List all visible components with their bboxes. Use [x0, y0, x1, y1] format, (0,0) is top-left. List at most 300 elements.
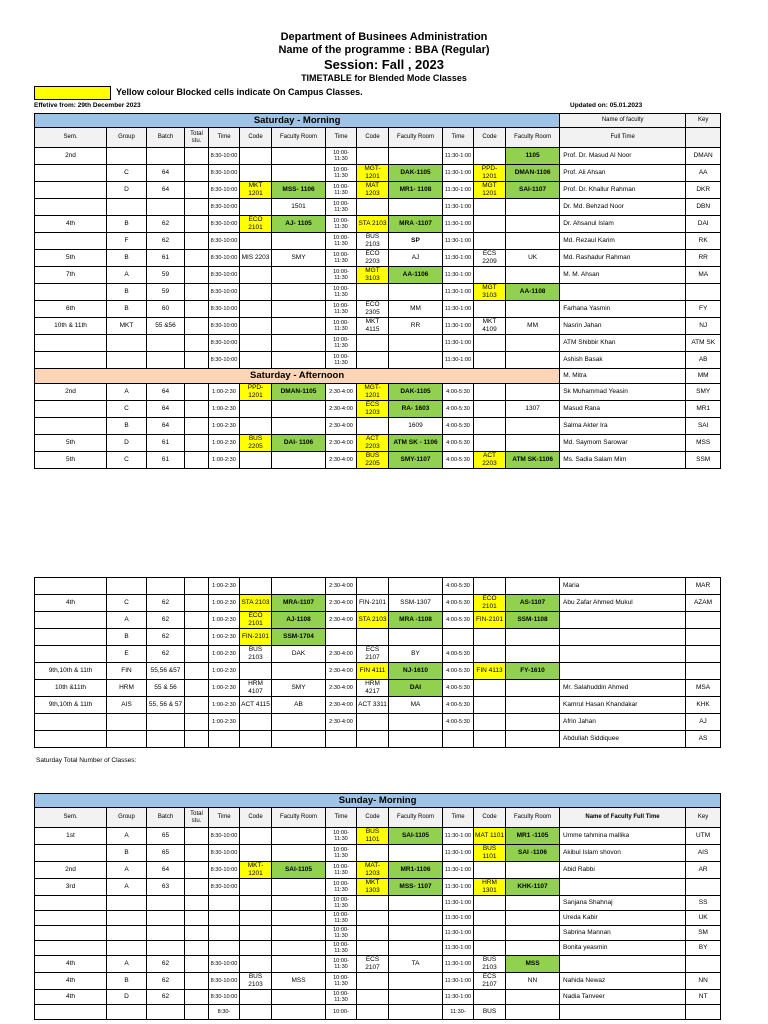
time: 1:00-2:30 — [209, 578, 240, 595]
sem — [35, 335, 107, 352]
batch: 55 &56 — [147, 318, 185, 335]
group: B — [107, 250, 147, 267]
faculty-room — [506, 301, 560, 318]
time — [209, 896, 240, 911]
time: 10:00-11:30 — [326, 941, 357, 956]
course-code: ECS 2107 — [474, 973, 506, 990]
updated-date: Updated on: 05.01.2023 — [570, 102, 643, 109]
faculty-room: MR1-1106 — [389, 862, 443, 879]
time: 11:30-1:00 — [443, 233, 474, 250]
time: 10:00-11:30 — [326, 318, 357, 335]
course-code — [474, 697, 506, 714]
course-code: ECO 2305 — [357, 301, 389, 318]
batch — [147, 578, 185, 595]
faculty-room — [389, 926, 443, 941]
total-stu — [185, 165, 209, 182]
faculty-room: ATM SK-1106 — [506, 452, 560, 469]
course-code — [240, 335, 272, 352]
time: 2:30-4:00 — [326, 578, 357, 595]
faculty-room — [389, 578, 443, 595]
course-code — [474, 216, 506, 233]
time — [326, 731, 357, 748]
time: 4:00-5:30 — [443, 401, 474, 418]
sem: 4th — [35, 595, 107, 612]
sem: 4th — [35, 956, 107, 973]
course-code: FIN-2101 — [474, 612, 506, 629]
time: 10:00-11:30 — [326, 956, 357, 973]
course-code — [474, 731, 506, 748]
batch — [147, 941, 185, 956]
time: 10:00-11:30 — [326, 990, 357, 1005]
faculty-room: SMY-1107 — [389, 452, 443, 469]
group: E — [107, 646, 147, 663]
total-stu — [185, 250, 209, 267]
faculty-room — [389, 896, 443, 911]
faculty-name: Md. Saymom Sarowar — [560, 435, 686, 452]
group: B — [107, 284, 147, 301]
faculty-room — [506, 578, 560, 595]
col-code: Code — [357, 808, 389, 828]
total-stu — [185, 911, 209, 926]
time — [209, 941, 240, 956]
time: 8:30-10:00 — [209, 165, 240, 182]
faculty-key — [686, 629, 721, 646]
course-code: PPD-1201 — [474, 165, 506, 182]
group — [107, 148, 147, 165]
table-row — [35, 896, 721, 911]
faculty-room — [506, 911, 560, 926]
time: 10:00- — [326, 1005, 357, 1020]
course-code — [357, 941, 389, 956]
total-stu — [185, 148, 209, 165]
faculty-room — [272, 911, 326, 926]
faculty-room: AJ — [389, 250, 443, 267]
time: 11:30-1:00 — [443, 335, 474, 352]
faculty-name: M. M. Ahsan — [560, 267, 686, 284]
faculty-room — [506, 629, 560, 646]
sem — [35, 911, 107, 926]
faculty-room: DAI — [389, 680, 443, 697]
faculty-room — [272, 1005, 326, 1020]
total-stu — [185, 352, 209, 369]
time: 4:00-5:30 — [443, 418, 474, 435]
table-row — [35, 731, 721, 748]
batch: 59 — [147, 284, 185, 301]
faculty-name: Maria — [560, 578, 686, 595]
course-code — [357, 845, 389, 862]
sem — [35, 233, 107, 250]
faculty-room — [272, 956, 326, 973]
course-code: BUS 1101 — [474, 845, 506, 862]
course-code — [474, 418, 506, 435]
faculty-room — [272, 663, 326, 680]
course-code — [240, 845, 272, 862]
time: 11:30-1:00 — [443, 941, 474, 956]
table-row — [35, 941, 721, 956]
time: 2:30-4:00 — [326, 697, 357, 714]
faculty-room — [389, 629, 443, 646]
faculty-room: SMY — [272, 680, 326, 697]
total-stu — [185, 828, 209, 845]
time: 1:00-2:30 — [209, 714, 240, 731]
sem — [35, 199, 107, 216]
course-code: MKT 1201 — [240, 182, 272, 199]
faculty-key: AR — [686, 862, 721, 879]
group: A — [107, 956, 147, 973]
sem: 4th — [35, 990, 107, 1005]
group: B — [107, 629, 147, 646]
faculty-room — [506, 646, 560, 663]
sem: 9th,10th & 11th — [35, 697, 107, 714]
col-faculty-room: Faculty Room — [506, 128, 560, 148]
batch: 59 — [147, 267, 185, 284]
course-code: ECO 2101 — [474, 595, 506, 612]
col-faculty-room: Faculty Room — [272, 128, 326, 148]
course-code — [240, 578, 272, 595]
yellow-legend-note: Yellow colour Blocked cells indicate On Campus Classes. — [116, 87, 363, 97]
time — [443, 629, 474, 646]
course-code: ECS 1203 — [357, 401, 389, 418]
group — [107, 352, 147, 369]
faculty-room: DAK-1105 — [389, 165, 443, 182]
course-code: MGT 3103 — [357, 267, 389, 284]
total-stu — [185, 629, 209, 646]
table-row — [35, 828, 721, 845]
section-saturday-morning: Saturday - Morning — [35, 114, 560, 128]
course-code: ECS 2107 — [357, 956, 389, 973]
faculty-room — [506, 990, 560, 1005]
course-code — [474, 401, 506, 418]
group: B — [107, 216, 147, 233]
faculty-room — [506, 714, 560, 731]
time: 11:30-1:00 — [443, 828, 474, 845]
faculty-key: AB — [686, 352, 721, 369]
time: 4:00-5:30 — [443, 646, 474, 663]
course-code — [357, 352, 389, 369]
time: 1:00-2:30 — [209, 595, 240, 612]
total-stu — [185, 578, 209, 595]
course-code: ECS 2107 — [357, 646, 389, 663]
course-code: ACT 4115 — [240, 697, 272, 714]
time: 2:30-4:00 — [326, 646, 357, 663]
group: A — [107, 828, 147, 845]
batch: 61 — [147, 250, 185, 267]
group — [107, 578, 147, 595]
faculty-name: Md. Rashadur Rahman — [560, 250, 686, 267]
course-code — [474, 941, 506, 956]
time: 8:30-10:00 — [209, 148, 240, 165]
group — [107, 896, 147, 911]
total-stu — [185, 1005, 209, 1020]
course-code — [357, 973, 389, 990]
course-code: HRM 1301 — [474, 879, 506, 896]
course-code — [240, 352, 272, 369]
course-code: MGT-1201 — [357, 165, 389, 182]
course-code — [240, 731, 272, 748]
course-code: BUS 2205 — [240, 435, 272, 452]
course-code: FIN-2101 — [240, 629, 272, 646]
group — [107, 911, 147, 926]
saturday-afternoon-continued-table — [34, 577, 721, 748]
sem: 10th &11th — [35, 680, 107, 697]
time: 2:30-4:00 — [326, 663, 357, 680]
faculty-key — [686, 956, 721, 973]
time: 10:00-11:30 — [326, 911, 357, 926]
faculty-room: MR1- 1108 — [389, 182, 443, 199]
faculty-key — [686, 646, 721, 663]
course-code — [240, 879, 272, 896]
faculty-name: Sk Muhammad Yeasin — [560, 384, 686, 401]
faculty-room: ATM SK - 1106 — [389, 435, 443, 452]
col-full-time: Full Time — [560, 128, 686, 148]
faculty-room — [272, 990, 326, 1005]
group: D — [107, 990, 147, 1005]
faculty-key: NJ — [686, 318, 721, 335]
course-code — [240, 663, 272, 680]
faculty-room — [272, 828, 326, 845]
faculty-name: Mr. Salahuddin Ahmed — [560, 680, 686, 697]
time: 8:30-10:00 — [209, 182, 240, 199]
course-code: FIN 4111 — [357, 663, 389, 680]
course-code — [474, 926, 506, 941]
faculty-room — [389, 199, 443, 216]
total-stu — [185, 680, 209, 697]
table-row — [35, 956, 721, 973]
table-row — [35, 612, 721, 629]
faculty-key: SS — [686, 896, 721, 911]
faculty-key: MR1 — [686, 401, 721, 418]
faculty-room — [389, 911, 443, 926]
col-key-blank — [686, 128, 721, 148]
col-sem: Sem. — [35, 128, 107, 148]
col-total-stu: Total stu. — [185, 128, 209, 148]
faculty-name — [560, 284, 686, 301]
section-sunday-morning: Sunday- Morning — [35, 794, 721, 808]
faculty-key: NN — [686, 973, 721, 990]
course-code — [474, 384, 506, 401]
course-code — [240, 990, 272, 1005]
total-stu — [185, 845, 209, 862]
sem: 3rd — [35, 879, 107, 896]
total-stu — [185, 926, 209, 941]
course-code — [357, 896, 389, 911]
col-name-of-faculty: Name of faculty — [560, 114, 686, 128]
sem — [35, 714, 107, 731]
time: 10:00-11:30 — [326, 352, 357, 369]
group: FIN — [107, 663, 147, 680]
time: 8:30-10:00 — [209, 990, 240, 1005]
time: 1:00-2:30 — [209, 680, 240, 697]
course-code — [357, 714, 389, 731]
faculty-key: DBN — [686, 199, 721, 216]
course-code: MAT 1203 — [357, 182, 389, 199]
time: 2:30-4:00 — [326, 401, 357, 418]
course-code: STA 2103 — [240, 595, 272, 612]
total-stu — [185, 731, 209, 748]
course-code: ECO 2101 — [240, 216, 272, 233]
faculty-room: AA-1108 — [506, 284, 560, 301]
course-code — [240, 956, 272, 973]
time: 2:30-4:00 — [326, 714, 357, 731]
table-row — [35, 301, 721, 318]
faculty-name: Dr. Md. Behzad Noor — [560, 199, 686, 216]
total-stu — [185, 697, 209, 714]
faculty-name: ATM Shibbir Khan — [560, 335, 686, 352]
col-code: Code — [474, 808, 506, 828]
batch: 64 — [147, 384, 185, 401]
col-key: Key — [686, 808, 721, 828]
time: 11:30-1:00 — [443, 301, 474, 318]
faculty-room — [389, 284, 443, 301]
table-row — [35, 578, 721, 595]
total-stu — [185, 956, 209, 973]
time: 11:30-1:00 — [443, 352, 474, 369]
faculty-room: MSS — [506, 956, 560, 973]
faculty-room — [389, 731, 443, 748]
sem: 1st — [35, 828, 107, 845]
batch: 64 — [147, 182, 185, 199]
sem — [35, 926, 107, 941]
batch: 62 — [147, 629, 185, 646]
faculty-room — [506, 384, 560, 401]
total-stu — [185, 862, 209, 879]
time: 8:30-10:00 — [209, 216, 240, 233]
faculty-room — [272, 879, 326, 896]
faculty-room — [506, 1005, 560, 1020]
course-code: HRM 4107 — [240, 680, 272, 697]
batch: 63 — [147, 879, 185, 896]
faculty-room: AB — [272, 697, 326, 714]
batch — [147, 148, 185, 165]
faculty-room — [272, 148, 326, 165]
group — [107, 335, 147, 352]
sem — [35, 182, 107, 199]
batch: 64 — [147, 862, 185, 879]
faculty-key: SMY — [686, 384, 721, 401]
faculty-name: Abdullah Siddiquee — [560, 731, 686, 748]
faculty-room: DAK — [272, 646, 326, 663]
course-code — [474, 233, 506, 250]
total-stu — [185, 318, 209, 335]
time: 4:00-5:30 — [443, 452, 474, 469]
course-code — [240, 452, 272, 469]
table-row — [35, 384, 721, 401]
faculty-room: SMY — [272, 250, 326, 267]
group: B — [107, 845, 147, 862]
course-code — [240, 318, 272, 335]
course-code: ECO 2203 — [357, 250, 389, 267]
faculty-room — [272, 418, 326, 435]
time: 8:30-10:00 — [209, 973, 240, 990]
faculty-room — [506, 680, 560, 697]
batch: 64 — [147, 418, 185, 435]
col-time: Time — [443, 808, 474, 828]
batch: 62 — [147, 595, 185, 612]
faculty-name: Afrin Jahan — [560, 714, 686, 731]
faculty-room — [506, 418, 560, 435]
group: F — [107, 233, 147, 250]
faculty-key: KHK — [686, 697, 721, 714]
course-code — [474, 629, 506, 646]
batch — [147, 199, 185, 216]
course-code — [474, 301, 506, 318]
faculty-room: FY-1610 — [506, 663, 560, 680]
batch — [147, 731, 185, 748]
time: 4:00-5:30 — [443, 697, 474, 714]
faculty-room: MRA -1108 — [389, 612, 443, 629]
course-code — [240, 714, 272, 731]
faculty-name — [560, 629, 686, 646]
effective-date: Effetive from: 29th December 2023 — [34, 102, 141, 109]
faculty-room: SSM-1108 — [506, 612, 560, 629]
total-stu — [185, 435, 209, 452]
faculty-key: AZAM — [686, 595, 721, 612]
faculty-room: RA- 1603 — [389, 401, 443, 418]
course-code — [240, 233, 272, 250]
table-row — [35, 990, 721, 1005]
batch: 62 — [147, 990, 185, 1005]
faculty-key: RK — [686, 233, 721, 250]
total-stu — [185, 216, 209, 233]
col-total-stu: Total stu. — [185, 808, 209, 828]
course-code — [240, 284, 272, 301]
col-faculty-room: Faculty Room — [389, 128, 443, 148]
sem — [35, 629, 107, 646]
faculty-room: 1307 — [506, 401, 560, 418]
faculty-room — [272, 301, 326, 318]
table-row — [35, 182, 721, 199]
course-code — [240, 941, 272, 956]
sem: 2nd — [35, 862, 107, 879]
faculty-name: Nadia Tanveer — [560, 990, 686, 1005]
total-stu — [185, 233, 209, 250]
time: 8:30-10:00 — [209, 352, 240, 369]
faculty-room: DMAN-1106 — [506, 165, 560, 182]
faculty-room — [506, 435, 560, 452]
faculty-room: MSS- 1106 — [272, 182, 326, 199]
department-title: Department of Businees Administration — [280, 31, 488, 43]
course-code — [240, 418, 272, 435]
table-row — [35, 879, 721, 896]
time: 4:00-5:30 — [443, 595, 474, 612]
sem — [35, 1005, 107, 1020]
sunday-timetable — [34, 793, 721, 1020]
time: 11:30-1:00 — [443, 182, 474, 199]
faculty-name: Dr. Ahsanul Islam — [560, 216, 686, 233]
course-code — [474, 896, 506, 911]
time: 11:30-1:00 — [443, 990, 474, 1005]
faculty-name: Nahida Newaz — [560, 973, 686, 990]
sem: 5th — [35, 452, 107, 469]
faculty-key: UK — [686, 911, 721, 926]
time: 10:00-11:30 — [326, 862, 357, 879]
total-stu — [185, 663, 209, 680]
course-code — [357, 629, 389, 646]
col-batch: Batch — [147, 128, 185, 148]
faculty-key: AIS — [686, 845, 721, 862]
sem — [35, 731, 107, 748]
course-code — [357, 418, 389, 435]
course-code: MKT 4115 — [357, 318, 389, 335]
course-code — [240, 911, 272, 926]
course-code: ACT 2203 — [474, 452, 506, 469]
faculty-room — [506, 896, 560, 911]
time: 2:30-4:00 — [326, 384, 357, 401]
faculty-room: 1609 — [389, 418, 443, 435]
faculty-key: DMAN — [686, 148, 721, 165]
course-code — [474, 862, 506, 879]
faculty-room: MSS- 1107 — [389, 879, 443, 896]
